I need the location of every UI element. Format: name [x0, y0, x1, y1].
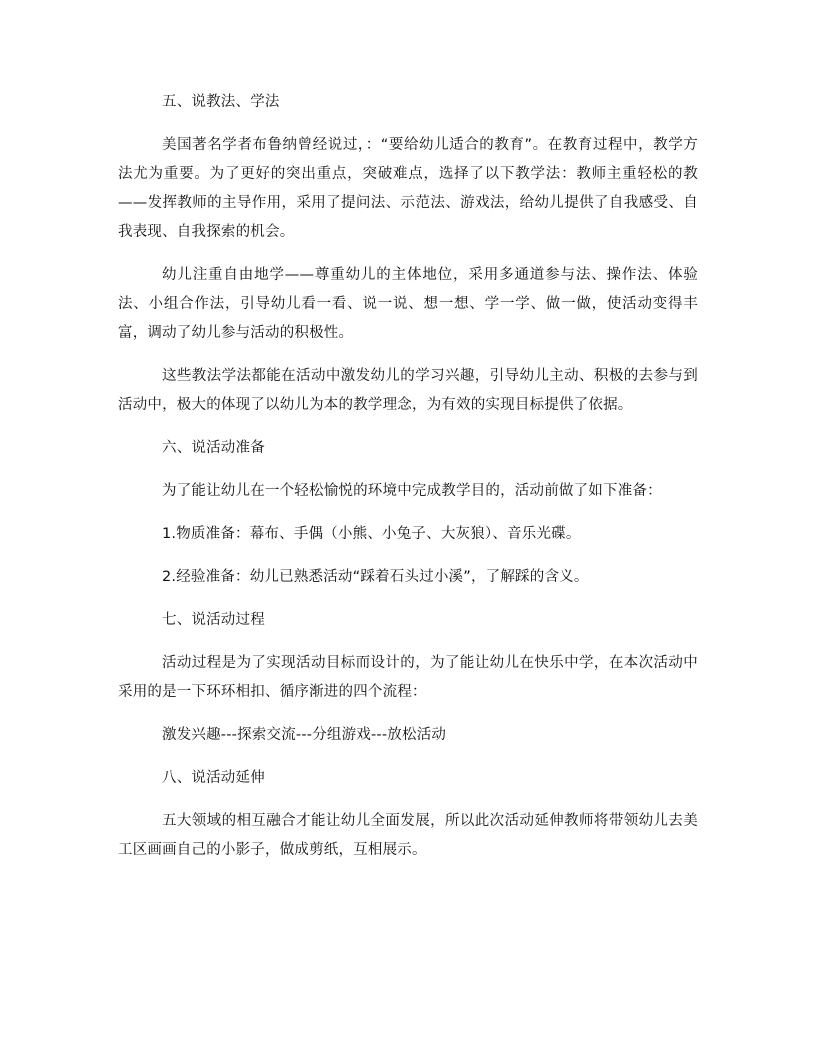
paragraph-methods-summary: 这些教法学法都能在活动中激发幼儿的学习兴趣，引导幼儿主动、积极的去参与到活动中，极大的体现了以幼儿为本的教学理念，为有效的实现目标提供了依据。: [118, 368, 698, 413]
paragraph-extension: 五大领域的相互融合才能让幼儿全面发展，所以此次活动延伸教师将带领幼儿去美工区画画自己的小影子，做成剪纸，互相展示。: [118, 813, 698, 858]
paragraph-process-intro: 活动过程是为了实现活动目标而设计的，为了能让幼儿在快乐中学，在本次活动中采用的是一下环环相扣、循序渐进的四个流程：: [118, 655, 698, 700]
section-heading-extension: 八、说活动延伸: [162, 770, 265, 786]
paragraph-experience-preparation: 2.经验准备：幼儿已熟悉活动“踩着石头过小溪”，了解踩的含义。: [162, 569, 589, 585]
section-heading-preparation: 六、说活动准备: [162, 440, 265, 456]
paragraph-material-preparation: 1.物质准备：幕布、手偶（小熊、小兔子、大灰狼）、音乐光碟。: [162, 526, 581, 542]
paragraph-bruner-quote: 美国著名学者布鲁纳曾经说过，：“要给幼儿适合的教育”。在教育过程中，教学方法尤为重要。为了更好的突出重点，突破难点，选择了以下教学法：教师主重轻松的教——发挥教师的主导作用，采用了提问法、示范法、游戏法，给幼儿提供了自我感受、自我表现、自我探索的机会。: [118, 137, 698, 240]
paragraph-preparation-intro: 为了能让幼儿在一个轻松愉悦的环境中完成教学目的，活动前做了如下准备：: [162, 483, 662, 499]
section-heading-process: 七、说活动过程: [162, 612, 265, 628]
paragraph-process-flow: 激发兴趣---探索交流---分组游戏---放松活动: [162, 727, 447, 743]
document-page: [118, 88, 698, 879]
section-heading-teaching-methods: 五、说教法、学法: [162, 94, 280, 110]
paragraph-free-learning: 幼儿注重自由地学——尊重幼儿的主体地位，采用多通道参与法、操作法、体验法、小组合作法，引导幼儿看一看、说一说、想一想、学一学、做一做，使活动变得丰富，调动了幼儿参与活动的积极性。: [118, 267, 698, 341]
